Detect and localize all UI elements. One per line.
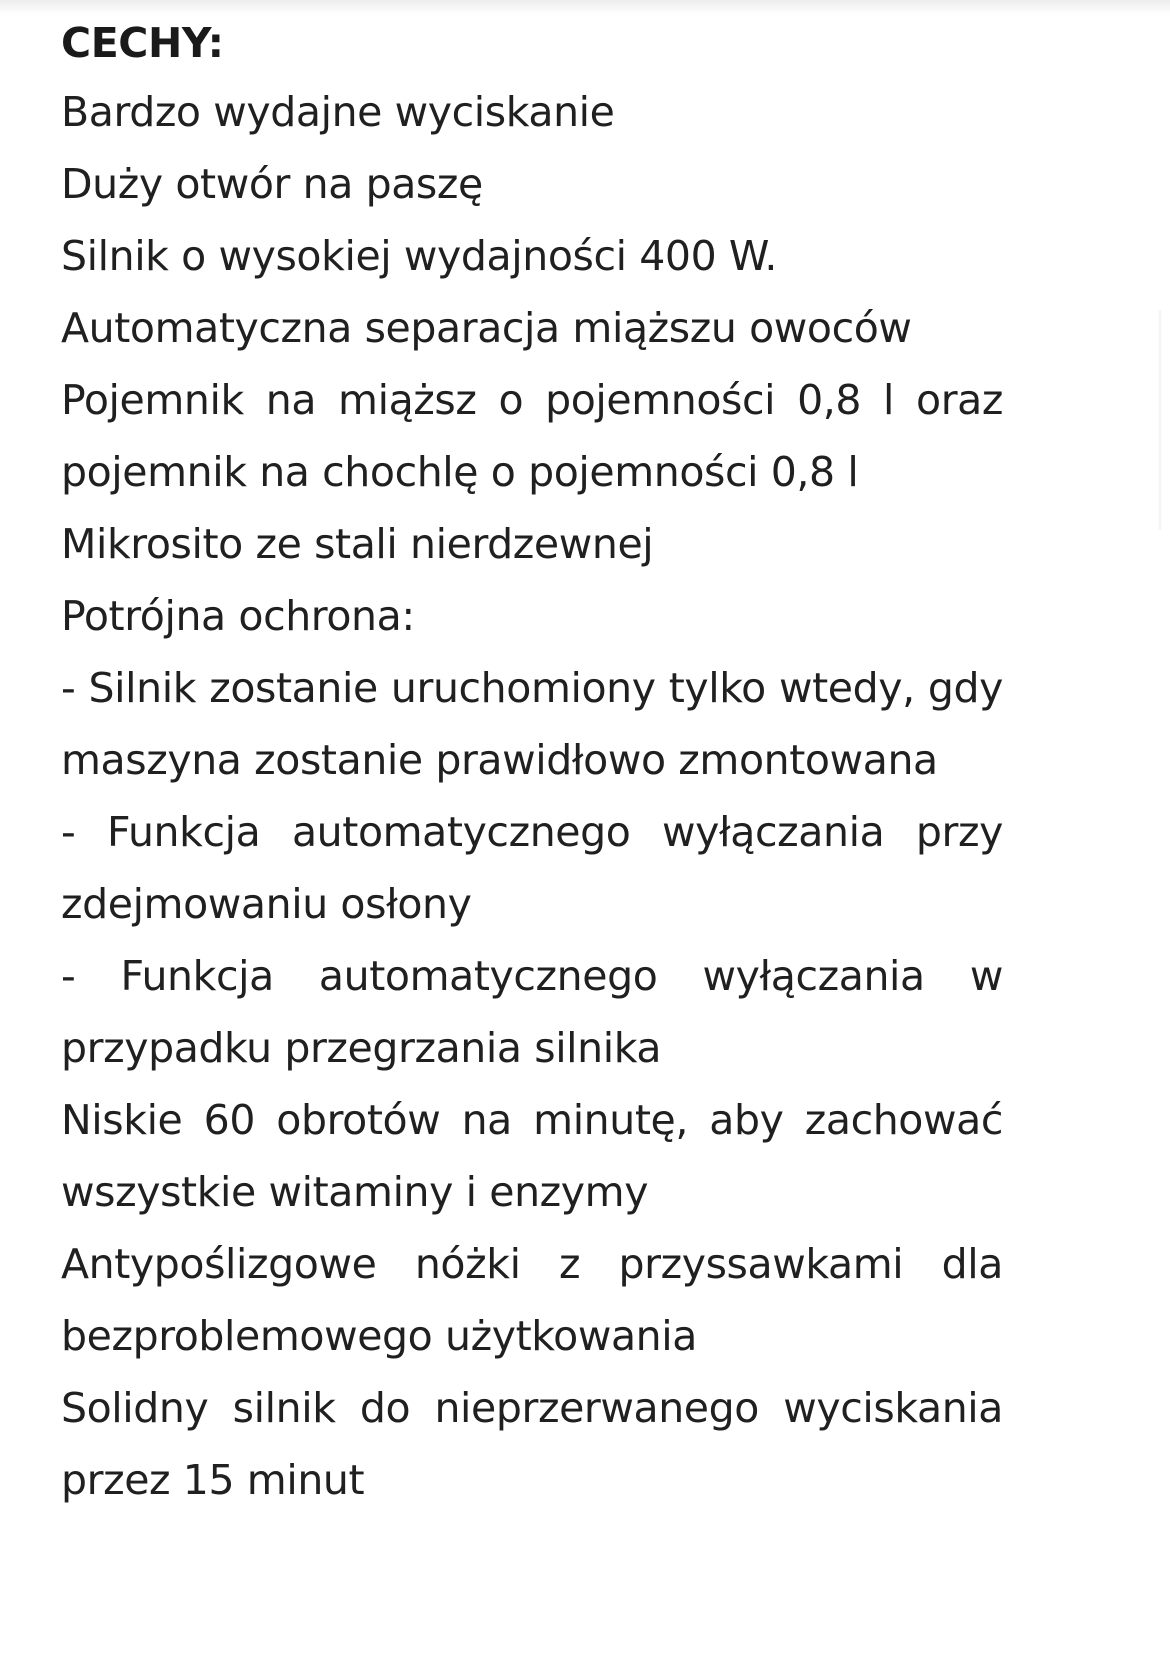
features-section <box>61 10 1003 1516</box>
protection-item: - Silnik zostanie uruchomiony tylko wtedy, gdy maszyna zostanie prawidłowo zmontowana <box>61 664 1003 784</box>
features-heading: CECHY: <box>61 19 224 67</box>
feature-item: Bardzo wydajne wyciskanie <box>61 88 615 136</box>
right-edge-shadow <box>1158 310 1162 530</box>
feature-item: Duży otwór na paszę <box>61 160 483 208</box>
protection-item: - Funkcja automatycznego wyłączania w przypadku przegrzania silnika <box>61 952 1003 1072</box>
feature-item: Pojemnik na miąższ o pojemności 0,8 l oraz pojemnik na chochlę o pojemności 0,8 l <box>61 376 1003 496</box>
feature-item: Automatyczna separacja miąższu owoców <box>61 304 912 352</box>
feature-item: Niskie 60 obrotów na minutę, aby zachować wszystkie witaminy i enzymy <box>61 1096 1003 1216</box>
feature-item: Silnik o wysokiej wydajności 400 W. <box>61 232 777 280</box>
protection-item: - Funkcja automatycznego wyłączania przy zdejmowaniu osłony <box>61 808 1003 928</box>
feature-item: Antypoślizgowe nóżki z przyssawkami dla bezproblemowego użytkowania <box>61 1240 1003 1360</box>
feature-item: Potrójna ochrona: <box>61 592 415 640</box>
feature-item: Solidny silnik do nieprzerwanego wyciskania przez 15 minut <box>61 1384 1003 1504</box>
feature-item: Mikrosito ze stali nierdzewnej <box>61 520 654 568</box>
